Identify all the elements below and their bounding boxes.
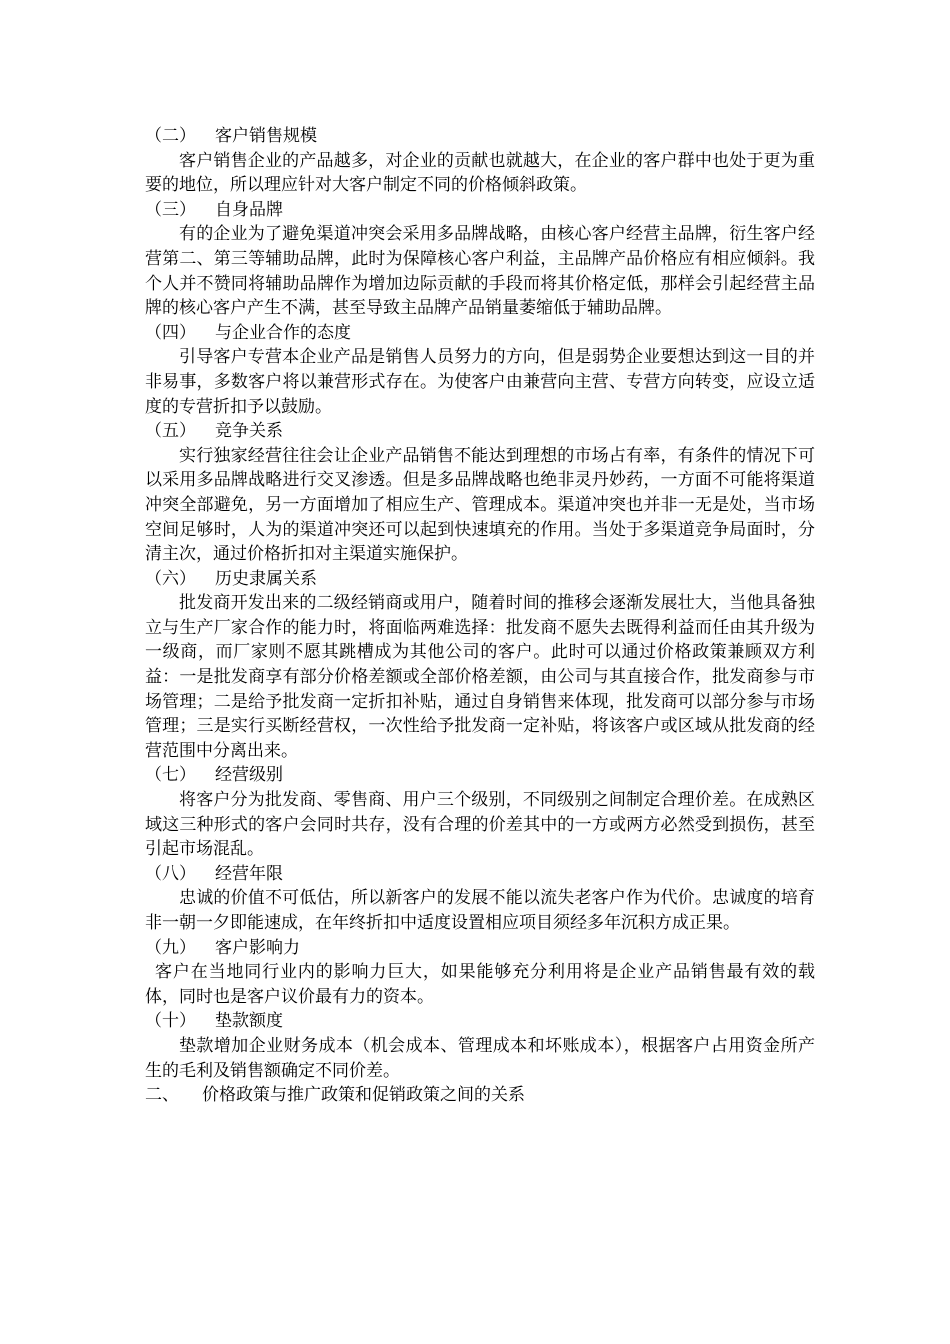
- section-title: 经营年限: [215, 863, 283, 884]
- section-number: （九）: [145, 937, 196, 958]
- section-body-2: 客户销售企业的产品越多，对企业的贡献也就越大，在企业的客户群中也处于更为重要的地位，所以理应针对大客户制定不同的价格倾斜政策。: [145, 150, 815, 196]
- section-heading-6: [145, 567, 815, 592]
- section-title: 竞争关系: [215, 421, 283, 442]
- section-title: 垫款额度: [215, 1011, 283, 1032]
- section-number: （七）: [145, 765, 196, 786]
- section-title: 客户销售规模: [215, 126, 317, 146]
- section-heading-3: [145, 198, 815, 223]
- section-title: 经营级别: [215, 765, 283, 786]
- section-number: （六）: [145, 568, 196, 589]
- section-body-4: 引导客户专营本企业产品是销售人员努力的方向，但是弱势企业要想达到这一目的并非易事，多数客户将以兼营形式存在。为使客户由兼营向主营、专营方向转变，应设立适度的专营折扣予以鼓励。: [145, 347, 815, 417]
- section-number: （三）: [145, 199, 196, 220]
- section-number: （二）: [145, 126, 196, 146]
- section-heading-4: [145, 321, 815, 346]
- section-heading-8: [145, 862, 815, 887]
- chapter-title: 价格政策与推广政策和促销政策之间的关系: [202, 1085, 525, 1106]
- section-title: 历史隶属关系: [215, 568, 317, 589]
- section-number: （八）: [145, 863, 196, 884]
- section-body-8: 忠诚的价值不可低估，所以新客户的发展不能以流失老客户作为代价。忠诚度的培育非一朝一夕即能速成，在年终折扣中适度设置相应项目须经多年沉积方成正果。: [145, 888, 815, 933]
- section-heading-9: [145, 936, 815, 961]
- document-page: [145, 124, 815, 1108]
- section-body-10: 垫款增加企业财务成本（机会成本、管理成本和坏账成本），根据客户占用资金所产生的毛利及销售额确定不同价差。: [145, 1035, 815, 1081]
- section-title: 与企业合作的态度: [215, 322, 351, 343]
- section-body-3: 有的企业为了避免渠道冲突会采用多品牌战略，由核心客户经营主品牌，衍生客户经营第二、第三等辅助品牌，此时为保障核心客户利益，主品牌产品价格应有相应倾斜。我个人并不赞同将辅助品牌作为增加边际贡献的手段而将其价格定低，那样会引起经营主品牌的核心客户产生不满，甚至导致主品牌产品销量萎缩低于辅助品牌。: [145, 224, 815, 319]
- section-number: （四）: [145, 322, 196, 343]
- section-heading-7: [145, 763, 815, 788]
- section-body-6: 批发商开发出来的二级经销商或用户，随着时间的推移会逐渐发展壮大，当他具备独立与生产厂家合作的能力时，将面临两难选择：批发商不愿失去既得利益而任由其升级为一级商，而厂家则不愿其跳槽成为其他公司的客户。此时可以通过价格政策兼顾双方利益：一是批发商享有部分价格差额或全部价格差额，由公司与其直接合作，批发商参与市场管理；二是给予批发商一定折扣补贴，通过自身销售来体现，批发商可以部分参与市场管理；三是实行买断经营权，一次性给予批发商一定补贴，将该客户或区域从批发商的经营范围中分离出来。: [145, 593, 815, 761]
- section-body-5: 实行独家经营往往会让企业产品销售不能达到理想的市场占有率，有条件的情况下可以采用多品牌战略进行交叉渗透。但是多品牌战略也绝非灵丹妙药，一方面不可能将渠道冲突全部避免，另一方面增加了相应生产、管理成本。渠道冲突也并非一无是处，当市场空间足够时，人为的渠道冲突还可以起到快速填充的作用。当处于多渠道竞争局面时，分清主次，通过价格折扣对主渠道实施保护。: [145, 445, 815, 565]
- section-heading-5: [145, 419, 815, 444]
- section-number: （十）: [145, 1011, 196, 1032]
- section-heading-10: [145, 1009, 815, 1034]
- section-body-7: 将客户分为批发商、零售商、用户三个级别，不同级别之间制定合理价差。在成熟区域这三种形式的客户会同时共存，没有合理的价差其中的一方或两方必然受到损伤，甚至引起市场混乱。: [145, 790, 815, 860]
- section-title: 自身品牌: [215, 199, 283, 220]
- section-title: 客户影响力: [215, 937, 300, 958]
- chapter-heading-2: [145, 1083, 815, 1108]
- section-heading-2: [145, 124, 815, 149]
- section-number: （五）: [145, 421, 196, 442]
- section-body-9: 客户在当地同行业内的影响力巨大，如果能够充分利用将是企业产品销售最有效的载体，同时也是客户议价最有力的资本。: [145, 962, 815, 1007]
- chapter-number: 二、: [145, 1085, 179, 1106]
